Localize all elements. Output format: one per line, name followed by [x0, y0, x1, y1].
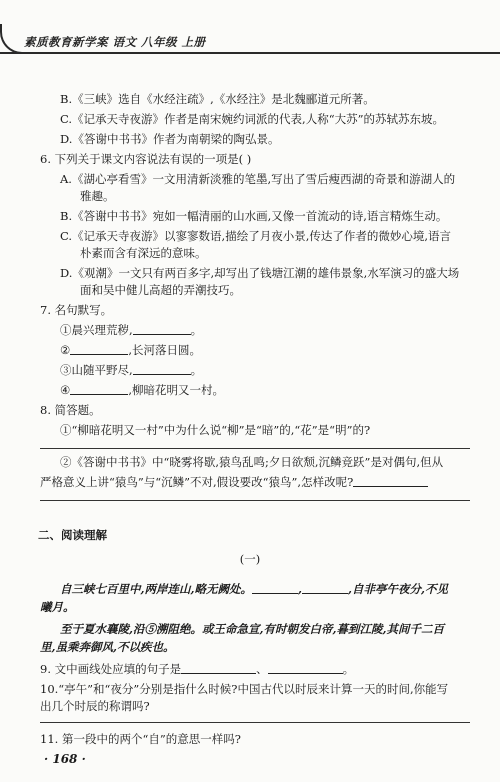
q10-cont: 出几个时辰的称谓吗? — [40, 699, 150, 713]
q9-blank-2[interactable] — [268, 662, 343, 674]
q7-line-1-end: 。 — [190, 323, 203, 337]
q7-line-3 — [60, 363, 202, 377]
q7-line-3-text: ③山随平野尽, — [60, 363, 133, 377]
q7-line-4-end: ,柳暗花明又一村。 — [128, 383, 224, 397]
q7-line-1 — [60, 323, 202, 337]
q9-sep: 、 — [256, 662, 268, 676]
passage-paragraph-1-cont: 曦月。 — [40, 600, 75, 614]
q6-stem: 6. 下列关于课文内容说法有误的一项是( ) — [40, 152, 252, 166]
q5-option-b: B.《三峡》选自《水经注疏》,《水经注》是北魏郦道元所著。 — [60, 92, 375, 106]
passage-blank-1[interactable] — [252, 582, 298, 594]
q6-option-a-cont: 雅趣。 — [80, 189, 115, 203]
q7-blank-3[interactable] — [133, 363, 191, 375]
header-title: 素质教育新学案 语文 八年级 上册 — [24, 35, 206, 49]
q9-text: 9. 文中画线处应填的句子是 — [40, 662, 182, 676]
q7-line-2-end: ,长河落日圆。 — [128, 343, 201, 357]
q6-option-c-cont: 朴素而含有深远的意味。 — [80, 246, 207, 260]
q7-line-3-end: 。 — [190, 363, 203, 377]
passage-blank-2[interactable] — [302, 582, 348, 594]
q8-stem: 8. 简答题。 — [40, 403, 101, 417]
header-rule — [0, 52, 500, 54]
q7-blank-2[interactable] — [70, 343, 128, 355]
q8-answer-line-2[interactable] — [40, 500, 470, 501]
q8-part-2: ②《答谢中书书》中“晓雾将歇,猿鸟乱鸣;夕日欲颓,沉鳞竞跃”是对偶句,但从 — [60, 455, 444, 469]
passage-p1-cont: ,自非亭午夜分,不见 — [348, 582, 449, 596]
q7-line-4-text: ④ — [60, 383, 71, 397]
q6-option-c: C.《记承天寺夜游》以寥寥数语,描绘了月夜小景,传达了作者的微妙心境,语言 — [60, 229, 452, 243]
passage-p1-text: 自三峡七百里中,两岸连山,略无阙处。 — [60, 582, 253, 596]
page-number: · 168 · — [44, 752, 86, 766]
q9 — [40, 662, 354, 676]
q8-part-2-text: 严格意义上讲“猿鸟”与“沉鳞”不对,假设要改“猿鸟”,怎样改呢? — [40, 475, 354, 489]
q7-blank-4[interactable] — [70, 383, 128, 395]
q10: 10.“亭午”和“夜分”分别是指什么时候?中国古代以时辰来计算一天的时间,你能写 — [40, 682, 449, 696]
q7-line-2 — [60, 343, 201, 357]
q10-answer-line[interactable] — [40, 722, 470, 723]
q7-blank-1[interactable] — [133, 323, 191, 335]
q6-option-d: D.《观潮》一文只有两百多字,却写出了钱塘江潮的雄伟景象,水军演习的盛大场 — [60, 266, 460, 280]
q6-option-b: B.《答谢中书书》宛如一幅清丽的山水画,又像一首流动的诗,语言精炼生动。 — [60, 209, 448, 223]
q8-part-2-cont — [40, 475, 428, 489]
q8-blank[interactable] — [353, 475, 428, 487]
q8-answer-line-1[interactable] — [40, 448, 470, 449]
passage-paragraph-1 — [60, 582, 448, 596]
passage-paragraph-2-cont: 里,虽乘奔御风,不以疾也。 — [40, 640, 175, 654]
passage-paragraph-2: 至于夏水襄陵,沿⑤溯阻绝。或王命急宣,有时朝发白帝,暮到江陵,其间千二百 — [60, 622, 445, 636]
q5-option-c: C.《记承天寺夜游》作者是南宋婉约词派的代表,人称“大苏”的苏轼苏东坡。 — [60, 112, 444, 126]
page-header — [0, 0, 500, 62]
q6-option-a: A.《湖心亭看雪》一文用清新淡雅的笔墨,写出了雪后瘦西湖的奇景和游湖人的 — [60, 172, 456, 186]
q7-line-2-text: ② — [60, 343, 71, 357]
q5-option-d: D.《答谢中书书》作者为南朝梁的陶弘景。 — [60, 132, 280, 146]
q7-line-1-text: ①晨兴理荒秽, — [60, 323, 133, 337]
q9-blank-1[interactable] — [181, 662, 256, 674]
section-title: 二、阅读理解 — [38, 528, 107, 542]
q8-part-1: ①“柳暗花明又一村”中为什么说“柳”是“暗”的,“花”是“明”的? — [60, 423, 371, 437]
part-title: (一) — [239, 552, 261, 566]
q11: 11. 第一段中的两个“自”的意思一样吗? — [40, 732, 241, 746]
q9-end: 。 — [342, 662, 355, 676]
header-corner-curve — [0, 24, 22, 54]
q7-stem: 7. 名句默写。 — [40, 303, 113, 317]
q7-line-4 — [60, 383, 224, 397]
q6-option-d-cont: 面和吴中健儿高超的弄潮技巧。 — [80, 283, 241, 297]
passage-p1-sep: , — [298, 582, 303, 596]
